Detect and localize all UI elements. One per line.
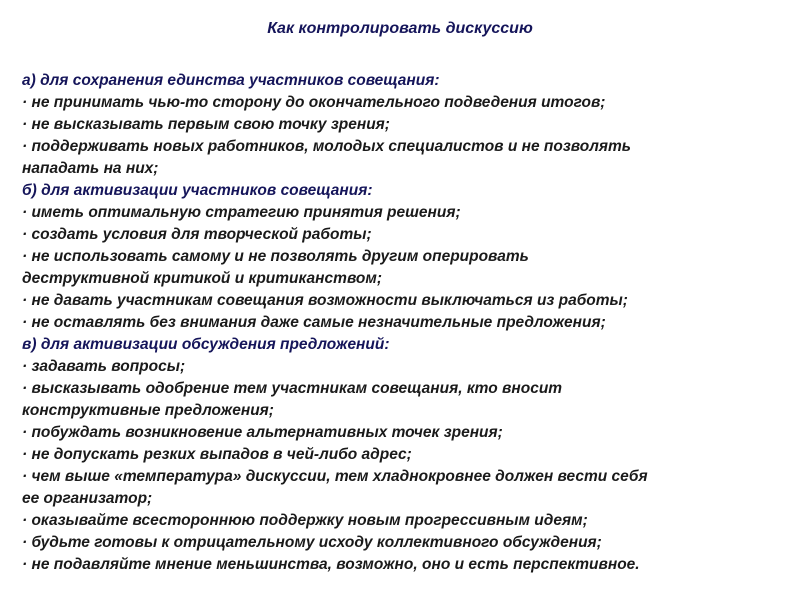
bullet-line-continuation: конструктивные предложения; — [22, 402, 274, 419]
bullet-line: · иметь оптимальную стратегию принятия решения; — [22, 204, 461, 221]
document-body — [22, 70, 792, 576]
bullet-line: · не давать участникам совещания возможности выключаться из работы; — [22, 292, 628, 309]
section-b-heading: б) для активизации участников совещания: — [22, 182, 373, 199]
document-title: Как контролировать дискуссию — [267, 20, 533, 37]
bullet-line: · высказывать одобрение тем участникам совещания, кто вносит — [22, 380, 563, 397]
bullet-line: · не принимать чью-то сторону до окончательного подведения итогов; — [22, 94, 606, 111]
bullet-line: · задавать вопросы; — [22, 358, 186, 375]
bullet-line: · не оставлять без внимания даже самые незначительные предложения; — [22, 314, 606, 331]
bullet-line: · не подавляйте мнение меньшинства, возможно, оно и есть перспективное. — [22, 556, 640, 573]
bullet-line-continuation: ее организатор; — [22, 490, 153, 507]
bullet-line: · поддерживать новых работников, молодых специалистов и не позволять — [22, 138, 631, 155]
bullet-line: · оказывайте всестороннюю поддержку новым прогрессивным идеям; — [22, 512, 588, 529]
bullet-line-continuation: деструктивной критикой и критиканством; — [22, 270, 383, 287]
bullet-line: · не высказывать первым свою точку зрения; — [22, 116, 390, 133]
bullet-line: · не допускать резких выпадов в чей-либо адрес; — [22, 446, 412, 463]
bullet-line: · будьте готовы к отрицательному исходу коллективного обсуждения; — [22, 534, 602, 551]
section-c-heading: в) для активизации обсуждения предложений: — [22, 336, 390, 353]
bullet-line: · чем выше «температура» дискуссии, тем хладнокровнее должен вести себя — [22, 468, 648, 485]
bullet-line: · побуждать возникновение альтернативных точек зрения; — [22, 424, 503, 441]
bullet-line-continuation: нападать на них; — [22, 160, 159, 177]
bullet-line: · не использовать самому и не позволять другим оперировать — [22, 248, 529, 265]
section-a-heading: а) для сохранения единства участников совещания: — [22, 72, 440, 89]
bullet-line: · создать условия для творческой работы; — [22, 226, 372, 243]
